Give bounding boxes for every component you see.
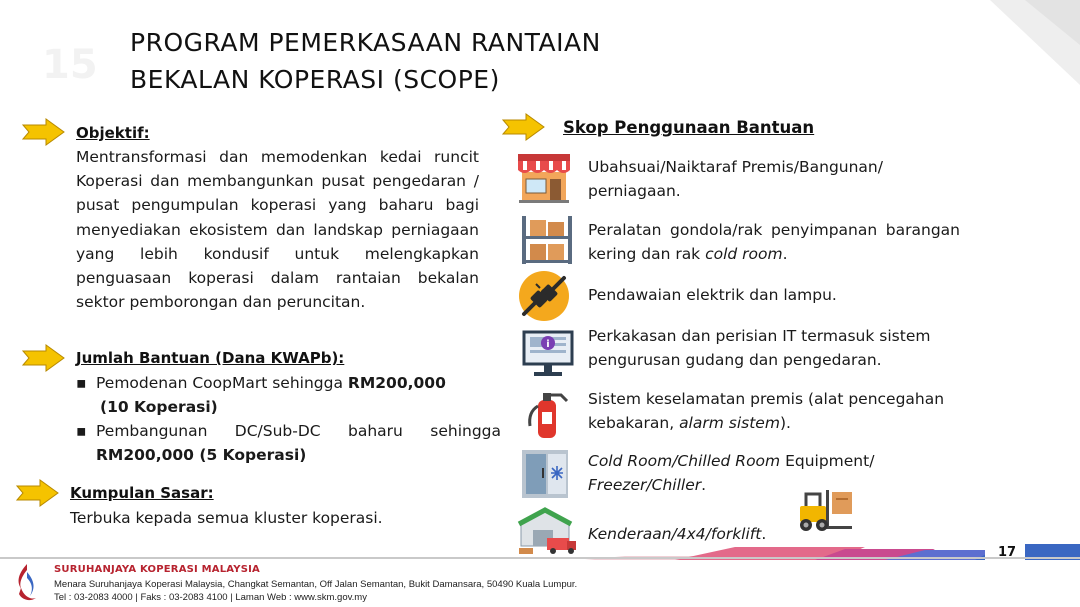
objektif-text: Mentransformasi dan memodenkan kedai runcit Koperasi dan membangunkan pusat pengedaran / pusat pengumpulan koperasi yang baharu bagi menyediakan ekosistem dan landskap perniagaan yang lebih kondusif untuk melengkapkan penguasaan koperasi dalam rantaian bekalan sektor pemborongan dan peruncitan.	[76, 148, 479, 312]
skop-item-3: Pendawaian elektrik dan lampu.	[588, 286, 837, 304]
skop-item-2-italic: cold room	[705, 245, 783, 263]
skop-item-6-tail: .	[701, 476, 707, 494]
footer-divider	[0, 557, 1080, 559]
bantuan-item-1-amount: RM200,000	[347, 374, 446, 392]
kumpulan-sasar-heading: Kumpulan Sasar:	[70, 484, 214, 502]
skop-item-2-tail: .	[782, 245, 788, 263]
skop-item-6-italic-1: Cold Room/Chilled Room	[588, 452, 781, 470]
shop-icon	[516, 152, 572, 204]
warehouse-truck-icon	[517, 506, 579, 556]
footer-org-name: SURUHANJAYA KOPERASI MALAYSIA	[54, 564, 260, 575]
skop-item-4: Perkakasan dan perisian IT termasuk sistem pengurusan gudang dan pengedaran.	[588, 327, 931, 369]
footer-address: Menara Suruhanjaya Koperasi Malaysia, Changkat Semantan, Off Jalan Semantan, Bukit Damansara, 50490 Kuala Lumpur.	[54, 579, 578, 590]
skop-item-5	[588, 387, 960, 435]
freezer-icon	[520, 448, 576, 500]
skop-item-7	[588, 522, 848, 546]
bantuan-item-2	[76, 419, 501, 443]
page-title	[130, 24, 750, 98]
skop-item-5-text: Sistem keselamatan premis (alat pencegahan kebakaran,	[588, 390, 945, 432]
arrow-icon	[22, 118, 66, 146]
plug-icon	[516, 270, 572, 322]
arrow-icon	[502, 113, 546, 141]
skop-item-7-tail: .	[761, 525, 767, 543]
skop-item-5-tail: ).	[779, 414, 791, 432]
objektif-heading: Objektif:	[76, 124, 150, 142]
bantuan-item-1-text: Pemodenan CoopMart sehingga	[96, 374, 348, 392]
skop-item-1-line-2: perniagaan.	[588, 182, 681, 200]
skop-item-1-line-1: Ubahsuai/Naiktaraf Premis/Bangunan/	[588, 158, 883, 176]
bullet-mark: ▪	[76, 374, 87, 392]
kumpulan-sasar-text: Terbuka kepada semua kluster koperasi.	[70, 509, 383, 527]
bantuan-item-2-text: Pembangunan DC/Sub-DC baharu sehingga	[96, 422, 501, 440]
background-number: 15	[42, 42, 98, 88]
skop-item-5-italic: alarm sistem	[679, 414, 780, 432]
skm-logo	[12, 562, 42, 604]
skop-item-2	[588, 218, 960, 266]
jumlah-bantuan-heading: Jumlah Bantuan (Dana KWAPb):	[76, 349, 345, 367]
bantuan-item-2-amount: RM200,000 (5 Koperasi)	[96, 446, 307, 464]
skop-item-6-mid: Equipment/	[780, 452, 875, 470]
skop-item-6	[588, 449, 960, 497]
skop-item-2-text: Peralatan gondola/rak penyimpanan barangan kering dan rak	[588, 221, 960, 263]
bantuan-item-1-count: (10 Koperasi)	[100, 398, 218, 416]
page-number: 17	[998, 545, 1017, 560]
footer-contact: Tel : 03-2083 4000 | Faks : 03-2083 4100 | Laman Web : www.skm.gov.my	[54, 592, 367, 603]
skop-heading: Skop Penggunaan Bantuan	[563, 118, 815, 137]
bantuan-item-1	[76, 371, 501, 395]
fire-extinguisher-icon	[520, 388, 576, 440]
title-line-1: PROGRAM PEMERKASAAN RANTAIAN	[130, 28, 601, 57]
title-line-2: BEKALAN KOPERASI (SCOPE)	[130, 65, 500, 94]
arrow-icon	[22, 344, 66, 372]
skop-item-1	[588, 155, 960, 203]
computer-icon	[520, 328, 576, 380]
shelf-icon	[519, 214, 575, 266]
svg-text:i: i	[546, 339, 550, 350]
arrow-icon	[16, 479, 60, 507]
corner-decoration	[950, 0, 1080, 110]
skop-item-6-italic-2: Freezer/Chiller	[588, 476, 702, 494]
skop-item-7-italic: Kenderaan/4x4/forklift	[588, 525, 762, 543]
bullet-mark: ▪	[76, 422, 87, 440]
